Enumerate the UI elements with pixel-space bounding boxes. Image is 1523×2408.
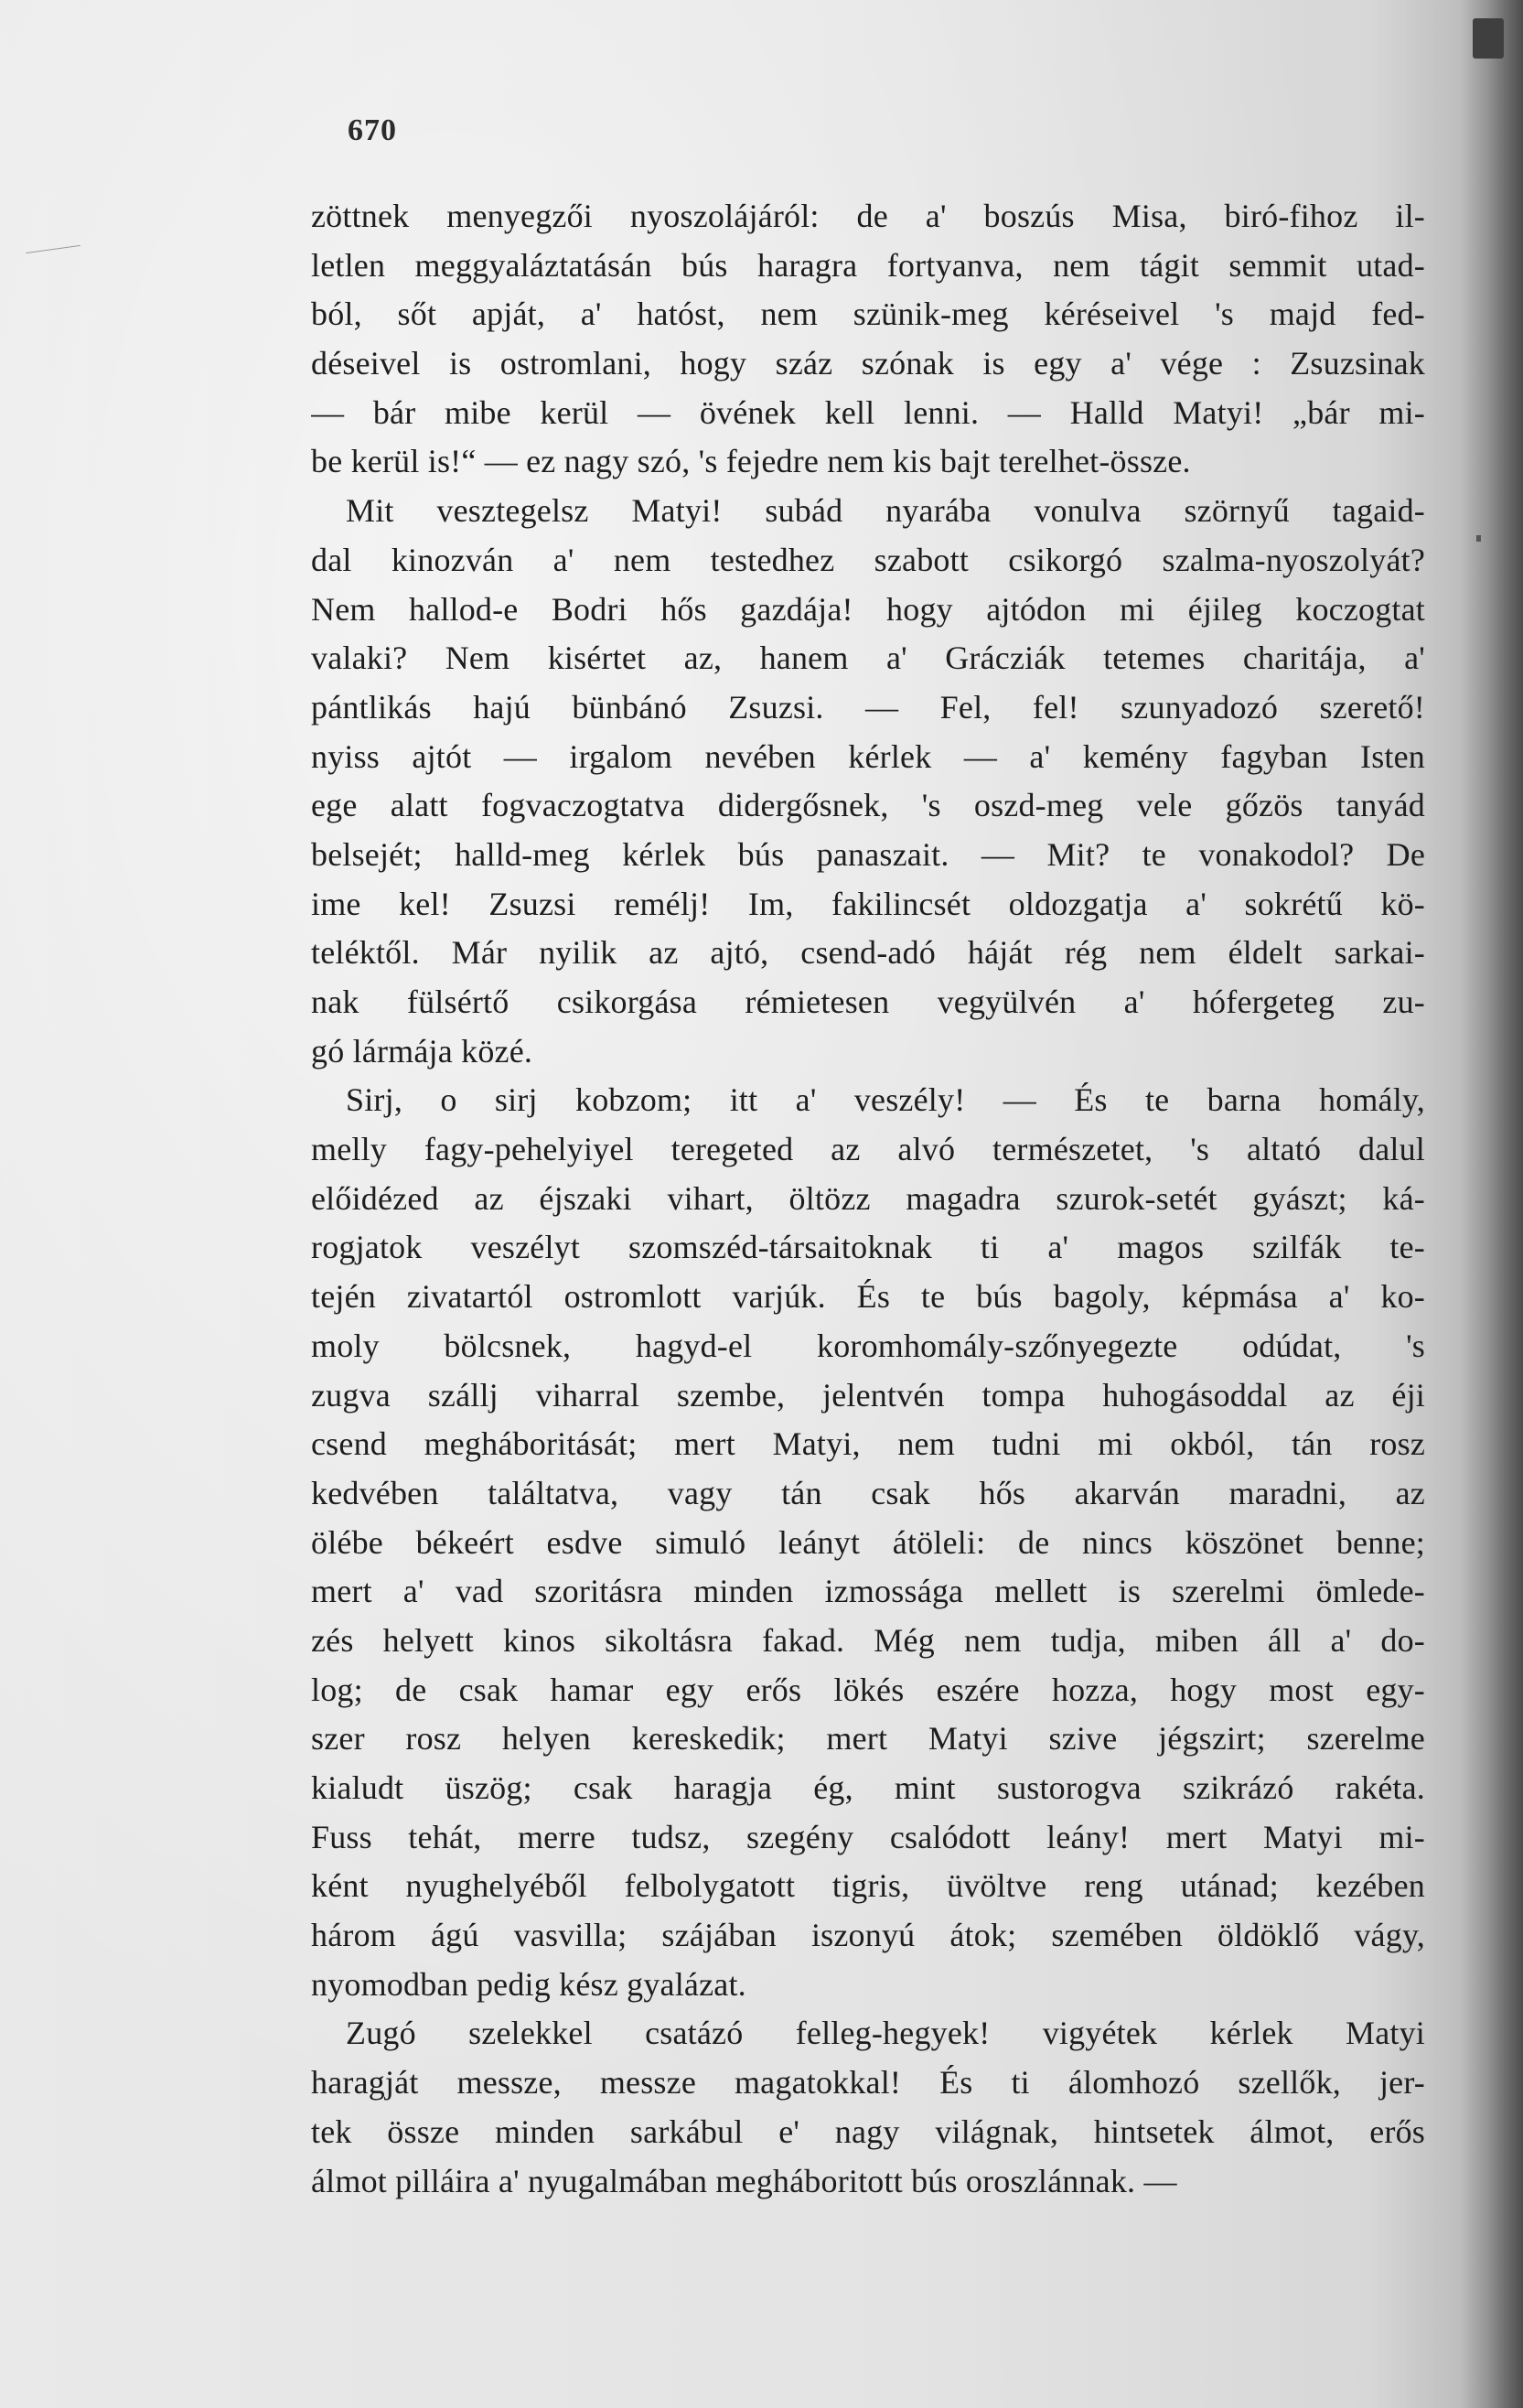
text-line: zöttnek menyegzői nyoszolájáról: de a' boszús Misa, biró-fihoz il-	[311, 198, 1425, 234]
text-line: álmot pilláira a' nyugalmában megháboritott bús oroszlánnak. —	[311, 2162, 1177, 2199]
text-line: dal kinozván a' nem testedhez szabott csikorgó szalma-nyoszolyát?	[311, 541, 1425, 578]
text-line: gó lármája közé.	[311, 1032, 533, 1070]
text-line: Fuss tehát, merre tudsz, szegény csalódott leány! mert Matyi mi-	[311, 1818, 1425, 1855]
binding-shadow	[1459, 0, 1523, 2408]
text-line: letlen meggyaláztatásán bús haragra fortyanva, nem tágit semmit utad-	[311, 246, 1425, 284]
text-line: rogjatok veszélyt szomszéd-társaitoknak ti a' magos szilfák te-	[311, 1229, 1425, 1266]
body-text	[311, 192, 1425, 2206]
text-line: melly fagy-pehelyiyel teregeted az alvó természetet, 's altató dalul	[311, 1131, 1425, 1168]
text-line: három ágú vasvilla; szájában iszonyú átok; szemében öldöklő vágy,	[311, 1917, 1425, 1954]
text-line: csend megháboritását; mert Matyi, nem tudni mi okból, tán rosz	[311, 1425, 1425, 1463]
text-line: teléktől. Már nyilik az ajtó, csend-adó háját rég nem éldelt sarkai-	[311, 934, 1425, 972]
text-line: nak fülsértő csikorgása rémietesen vegyülvén a' hófergeteg zu-	[311, 984, 1425, 1020]
text-line: ként nyughelyéből felbolygatott tigris, üvöltve reng utánad; kezében	[311, 1867, 1425, 1905]
text-line: déseivel is ostromlani, hogy száz szónak is egy a' vége : Zsuzsinak	[311, 345, 1425, 382]
text-line: pántlikás hajú bünbánó Zsuzsi. — Fel, fel! szunyadozó szerető!	[311, 688, 1425, 726]
text-line: nyomodban pedig kész gyalázat.	[311, 1965, 746, 2003]
text-line: Zugó szelekkel csatázó felleg-hegyek! vigyétek kérlek Matyi	[346, 2015, 1425, 2052]
text-line: kialudt üszög; csak haragja ég, mint sustorogva szikrázó rakéta.	[311, 1769, 1425, 1806]
margin-mark-right	[1476, 535, 1481, 542]
text-line: tek össze minden sarkábul e' nagy világnak, hintsetek álmot, erős	[311, 2112, 1425, 2150]
text-line: ölébe békeért esdve simuló leányt átöleli: de nincs köszönet benne;	[311, 1523, 1425, 1561]
text-line: zés helyett kinos sikoltásra fakad. Még nem tudja, miben áll a' do-	[311, 1621, 1425, 1659]
text-line: haragját messze, messze magatokkal! És ti álomhozó szellők, jer-	[311, 2064, 1425, 2102]
page-number: 670	[348, 113, 397, 147]
text-line: mert a' vad szoritásra minden izmossága mellett is szerelmi ömlede-	[311, 1573, 1425, 1610]
text-line: be kerül is!“ — ez nagy szó, 's fejedre nem kis bajt terelhet-össze.	[311, 443, 1191, 480]
text-line: kedvében találtatva, vagy tán csak hős akarván maradni, az	[311, 1474, 1425, 1511]
text-line: log; de csak hamar egy erős lökés eszére hozza, hogy most egy-	[311, 1671, 1425, 1708]
text-line: előidézed az éjszaki vihart, öltözz magadra szurok-setét gyászt; ká-	[311, 1179, 1425, 1217]
text-line: valaki? Nem kisértet az, hanem a' Grácziák tetemes charitája, a'	[311, 640, 1425, 677]
text-line: Sirj, o sirj kobzom; itt a' veszély! — És te barna homály,	[346, 1081, 1425, 1119]
text-line: ime kel! Zsuzsi remélj! Im, fakilincsét oldozgatja a' sokrétű kö-	[311, 885, 1425, 922]
margin-mark-left	[26, 245, 80, 253]
text-line: ból, sőt apját, a' hatóst, nem szünik-meg kéréseivel 's majd fed-	[311, 296, 1425, 333]
corner-mark	[1473, 18, 1504, 59]
text-line: tején zivatartól ostromlott varjúk. És te bús bagoly, képmása a' ko-	[311, 1278, 1425, 1316]
text-line: moly bölcsnek, hagyd-el koromhomály-szőnyegezte odúdat, 's	[311, 1327, 1425, 1364]
text-line: Nem hallod-e Bodri hős gazdája! hogy ajtódon mi éjileg koczogtat	[311, 590, 1425, 628]
text-line: ege alatt fogvaczogtatva didergősnek, 's oszd-meg vele gőzös tanyád	[311, 787, 1425, 824]
text-line: belsejét; halld-meg kérlek bús panaszait. — Mit? te vonakodol? De	[311, 835, 1425, 873]
text-line: — bár mibe kerül — övének kell lenni. — Halld Matyi! „bár mi-	[311, 393, 1425, 431]
text-line: nyiss ajtót — irgalom nevében kérlek — a' kemény fagyban Isten	[311, 737, 1425, 775]
text-line: Mit vesztegelsz Matyi! subád nyarába vonulva szörnyű tagaid-	[346, 492, 1425, 530]
text-line: zugva szállj viharral szembe, jelentvén tompa huhogásoddal az éji	[311, 1376, 1425, 1414]
text-line: szer rosz helyen kereskedik; mert Matyi szive jégszirt; szerelme	[311, 1720, 1425, 1758]
